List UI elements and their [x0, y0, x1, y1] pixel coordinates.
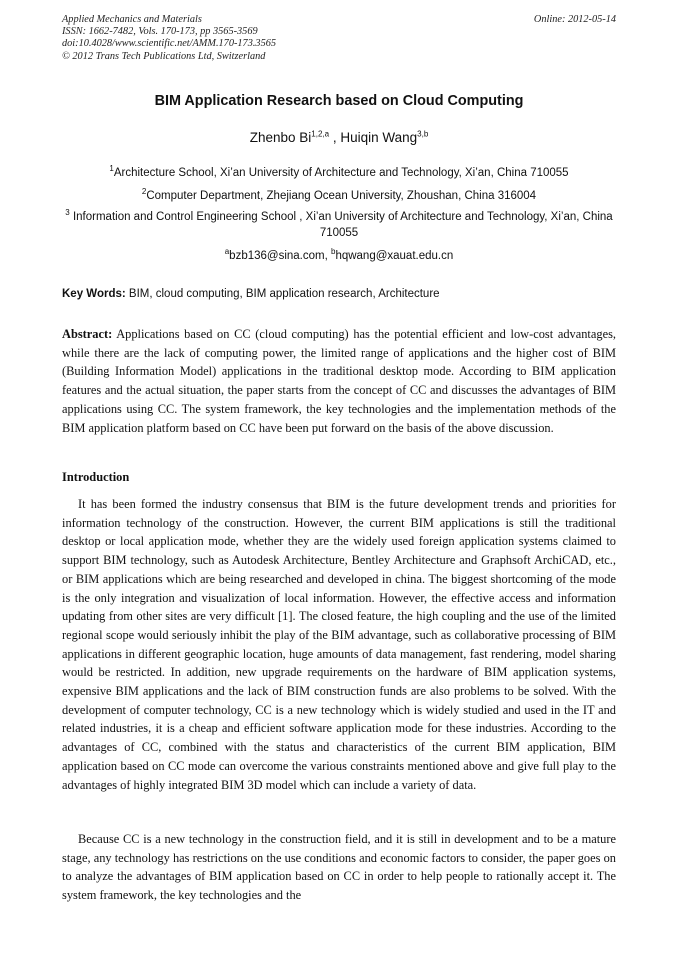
- body-paragraph: Because CC is a new technology in the construction field, and it is still in development and to be a mature stage, any technology has restrictions on the use conditions and economic factors to consider, the paper goes on to analyze the advantages of BIM application based on CC in order to help people to rationally accept it. The system framework, the key technologies and the: [62, 832, 616, 903]
- author-name: Huiqin Wang: [340, 130, 418, 145]
- author-separator: ,: [329, 130, 341, 145]
- affiliation-text: Architecture School, Xi’an University of Architecture and Technology, Xi’an, China 710055: [113, 167, 569, 179]
- affiliation-2: [62, 189, 616, 205]
- abstract-label: Abstract:: [62, 327, 113, 341]
- author-list: [0, 130, 678, 145]
- copyright-line: © 2012 Trans Tech Publications Ltd, Switzerland: [62, 50, 266, 62]
- author-superscript: 3,b: [417, 129, 429, 139]
- affiliation-superscript: 3: [65, 208, 70, 218]
- email-link[interactable]: bzb136@sina.com: [229, 250, 325, 262]
- issn-line: ISSN: 1662-7482, Vols. 170-173, pp 3565-3569: [62, 26, 258, 38]
- author-superscript: 1,2,a: [311, 129, 330, 139]
- affiliation-text: Computer Department, Zhejiang Ocean University, Zhoushan, China 316004: [146, 190, 537, 202]
- keywords-line: [62, 288, 616, 300]
- affiliation-superscript: 2: [141, 187, 147, 197]
- email-superscript: b: [330, 247, 336, 257]
- introduction-heading: Introduction: [62, 470, 130, 484]
- affiliation-superscript: 1: [109, 164, 114, 174]
- online-date: Online: 2012-05-14: [533, 14, 616, 25]
- keywords-text: BIM, cloud computing, BIM application research, Architecture: [128, 288, 440, 300]
- affiliation-text: Information and Control Engineering School , Xi’an University of Architecture and Technology, Xi’an, China 710055: [72, 211, 613, 239]
- abstract-text: Applications based on CC (cloud computing) has the potential efficient and low-cost advantages, while there are the lack of computing power, the limited range of applications and the higher cost of BIM (Building Information Model) applications in the traditional desktop mode. According to BIM application features and the actual situation, the paper starts from the concept of CC and discusses the advantages of BIM applications using CC. The system framework, the key technologies and the implementation methods of the BIM application platform based on CC have been put forward on the basis of the above discussion.: [62, 327, 616, 435]
- affiliation-3: [62, 210, 616, 241]
- body-paragraph: It has been formed the industry consensus that BIM is the future development trends and priorities for information technology of the construction. However, the current BIM applications is still the traditional desktop or local application mode, whether they are the widely used foreign application systems claimed to support BIM technology, such as Autodesk Architecture, Bentley Architecture and Graphsoft ArchiCAD, etc., or BIM applications which are being researched and developed in china. The biggest shortcoming of the mode is the only integration and visualization of local information. However, the effective access and information updating from other sites are very difficult [1]. The closed feature, the high coupling and the use of the limited regional scope would seriously inhibit the play of the BIM advantage, such as collaborative processing of BIM applications in different geographic location, huge amounts of data management, fast rendering, model sharing would be restricted. In addition, new upgrade requirements on the hardware of BIM application systems, expensive BIM applications and the lack of BIM construction funds are also problems to be solved. With the development of computer technology, CC is a new technology which is widely studied and used in the IT and related industries, it is a cheap and efficient software application mode for these industries. According to the advantages of CC, combined with the status and characteristics of the current BIM application, BIM application based on CC mode can overcome the various constraints mentioned above and give full play to the advantages of highly integrated BIM 3D model which can include a variety of data.: [62, 497, 616, 792]
- journal-header: [62, 14, 616, 63]
- paper-title: BIM Application Research based on Cloud Computing: [154, 93, 524, 109]
- abstract-paragraph: [62, 325, 616, 437]
- doi-line[interactable]: doi:10.4028/www.scientific.net/AMM.170-173.3565: [62, 38, 277, 50]
- keywords-label: Key Words:: [62, 288, 126, 300]
- email-link[interactable]: hqwang@xauat.edu.cn: [335, 250, 454, 262]
- journal-name: Applied Mechanics and Materials: [62, 14, 202, 25]
- affiliation-1: [62, 166, 616, 182]
- email-superscript: a: [224, 247, 230, 257]
- author-name: Zhenbo Bi: [249, 130, 312, 145]
- email-line: $^a$bzb136@sina.com, $^b$hqwang@xauat.edu.cn: [224, 247, 454, 262]
